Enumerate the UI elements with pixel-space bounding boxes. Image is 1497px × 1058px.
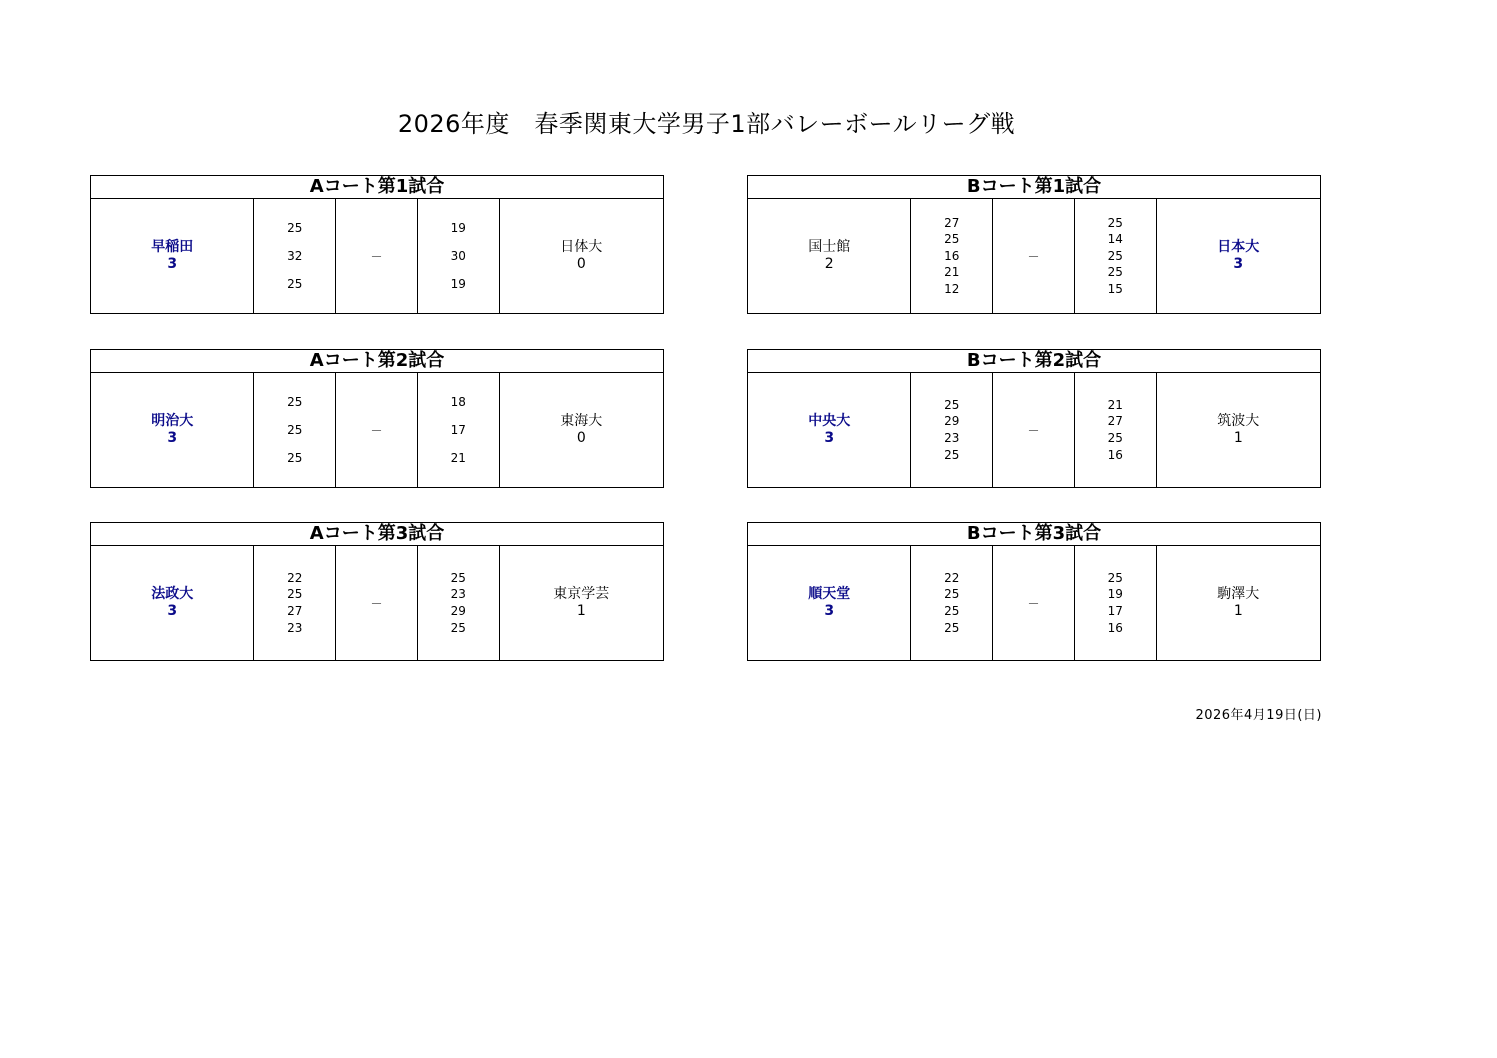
match-date: 2026年4月19日(日)	[1195, 708, 1322, 723]
set-score: 25	[287, 451, 303, 465]
score-separator	[993, 373, 1075, 487]
set-score: 21	[1107, 397, 1123, 412]
set-score: 25	[1107, 265, 1123, 280]
match-table	[90, 175, 664, 314]
separator-mark: －	[370, 423, 383, 438]
sets-won: 3	[167, 256, 178, 272]
set-score: 22	[944, 570, 960, 585]
team-name: 順天堂	[808, 586, 851, 602]
sets-won: 3	[1233, 256, 1244, 272]
away-set-scores	[1075, 199, 1157, 313]
score-separator	[993, 199, 1075, 313]
sets-won: 3	[167, 603, 178, 619]
set-score: 25	[944, 604, 960, 618]
set-score: 25	[944, 397, 960, 412]
match-heading: Aコート第3試合	[91, 523, 663, 546]
set-score: 19	[450, 221, 466, 235]
team-name: 中央大	[808, 413, 851, 429]
set-score: 21	[944, 265, 960, 280]
set-score: 19	[1107, 587, 1123, 602]
set-score: 25	[287, 423, 303, 437]
score-separator	[993, 546, 1075, 660]
home-set-scores	[911, 546, 993, 660]
home-team-cell	[91, 546, 254, 660]
match-table	[747, 522, 1321, 661]
home-set-scores	[911, 199, 993, 313]
away-set-scores	[418, 546, 500, 660]
set-score: 25	[1107, 431, 1123, 445]
set-score: 29	[450, 604, 466, 618]
home-team-cell	[748, 546, 911, 660]
away-set-scores	[418, 373, 500, 487]
score-separator	[336, 199, 418, 313]
set-score: 27	[287, 604, 303, 618]
set-score: 25	[944, 587, 960, 602]
home-team-cell	[91, 199, 254, 313]
home-set-scores	[254, 373, 336, 487]
set-score: 25	[287, 221, 303, 235]
away-team-cell	[1157, 373, 1320, 487]
team-name: 日体大	[560, 239, 603, 255]
match-table	[90, 522, 664, 661]
match-table	[90, 349, 664, 488]
team-name: 東海大	[560, 413, 603, 429]
home-set-scores	[911, 373, 993, 487]
away-team-cell	[500, 373, 663, 487]
home-set-scores	[254, 199, 336, 313]
set-score: 25	[944, 620, 960, 635]
match-heading: Bコート第3試合	[748, 523, 1320, 546]
away-team-cell	[500, 199, 663, 313]
set-score: 25	[944, 447, 960, 462]
team-name: 駒澤大	[1217, 586, 1260, 602]
team-name: 筑波大	[1217, 413, 1260, 429]
separator-mark: －	[370, 596, 383, 611]
match-heading: Aコート第1試合	[91, 176, 663, 199]
set-score: 27	[944, 215, 960, 230]
score-separator	[336, 546, 418, 660]
set-score: 17	[450, 423, 466, 437]
away-set-scores	[1075, 546, 1157, 660]
sets-won: 0	[576, 256, 586, 272]
sets-won: 2	[824, 256, 834, 272]
score-separator	[336, 373, 418, 487]
set-score: 23	[287, 620, 303, 635]
set-score: 25	[1107, 215, 1123, 230]
separator-mark: －	[1027, 423, 1040, 438]
set-score: 25	[287, 277, 303, 291]
set-score: 22	[287, 570, 303, 585]
set-score: 32	[287, 249, 303, 263]
team-name: 明治大	[151, 413, 194, 429]
set-score: 25	[1107, 570, 1123, 585]
sets-won: 3	[824, 603, 835, 619]
match-heading: Bコート第2試合	[748, 350, 1320, 373]
sets-won: 3	[824, 430, 835, 446]
separator-mark: －	[1027, 596, 1040, 611]
away-team-cell	[500, 546, 663, 660]
sets-won: 0	[576, 430, 586, 446]
sets-won: 1	[1233, 430, 1243, 446]
set-score: 21	[450, 451, 466, 465]
home-set-scores	[254, 546, 336, 660]
separator-mark: －	[370, 249, 383, 264]
away-team-cell	[1157, 199, 1320, 313]
match-table	[747, 175, 1321, 314]
set-score: 12	[944, 281, 960, 296]
set-score: 29	[944, 414, 960, 429]
set-score: 17	[1107, 604, 1123, 618]
away-set-scores	[418, 199, 500, 313]
sets-won: 1	[1233, 603, 1243, 619]
set-score: 16	[1107, 447, 1123, 462]
set-score: 18	[450, 395, 466, 409]
home-team-cell	[748, 199, 911, 313]
set-score: 25	[1107, 248, 1123, 263]
team-name: 早稲田	[151, 239, 194, 255]
page-title: 2026年度 春季関東大学男子1部バレーボールリーグ戦	[397, 110, 1016, 138]
set-score: 16	[1107, 620, 1123, 635]
sets-won: 1	[576, 603, 586, 619]
set-score: 14	[1107, 232, 1123, 247]
separator-mark: －	[1027, 249, 1040, 264]
set-score: 25	[944, 232, 960, 247]
set-score: 25	[287, 587, 303, 602]
set-score: 27	[1107, 414, 1123, 429]
home-team-cell	[748, 373, 911, 487]
set-score: 19	[450, 277, 466, 291]
home-team-cell	[91, 373, 254, 487]
team-name: 東京学芸	[553, 586, 610, 602]
team-name: 日本大	[1217, 239, 1260, 255]
away-team-cell	[1157, 546, 1320, 660]
team-name: 国士館	[808, 239, 851, 255]
set-score: 16	[944, 248, 960, 263]
match-table	[747, 349, 1321, 488]
set-score: 23	[450, 587, 466, 602]
set-score: 25	[450, 620, 466, 635]
away-set-scores	[1075, 373, 1157, 487]
set-score: 25	[287, 395, 303, 409]
team-name: 法政大	[151, 586, 194, 602]
set-score: 15	[1107, 281, 1123, 296]
match-heading: Aコート第2試合	[91, 350, 663, 373]
set-score: 25	[450, 570, 466, 585]
sets-won: 3	[167, 430, 178, 446]
set-score: 23	[944, 431, 960, 445]
set-score: 30	[450, 249, 466, 263]
match-heading: Bコート第1試合	[748, 176, 1320, 199]
